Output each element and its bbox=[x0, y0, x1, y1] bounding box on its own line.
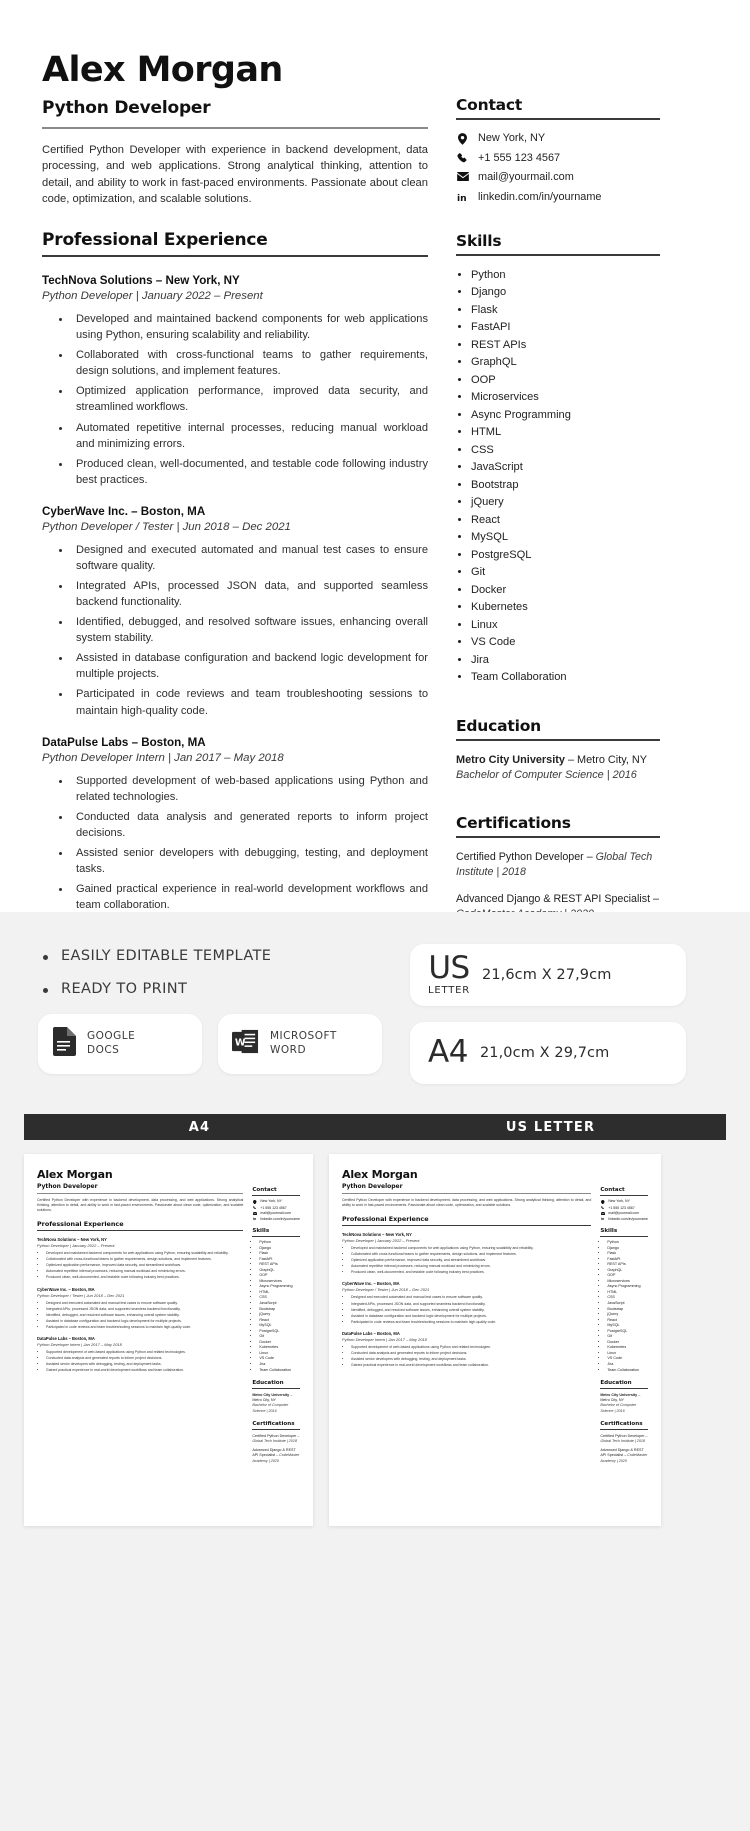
list-item: • Produced clean, well-documented, and testable code following industry best practices. bbox=[46, 1275, 243, 1280]
experience-company: TechNova Solutions – New York, NY bbox=[42, 274, 240, 288]
list-item: • VS Code bbox=[471, 634, 660, 652]
list-item: • Collaborated with cross-functional teams to gather requirements, design solutions, and implement features. bbox=[46, 1257, 243, 1262]
section-divider-skills bbox=[456, 254, 660, 256]
list-item: • Team Collaboration bbox=[471, 669, 660, 687]
preview-certification-name: Advanced Django & REST API Specialist – bbox=[252, 1448, 296, 1458]
list-item: • Microservices bbox=[607, 1279, 648, 1285]
preview-section-skills: Skills bbox=[600, 1228, 618, 1234]
list-item: • Kubernetes bbox=[471, 599, 660, 617]
page-title: Alex Morgan bbox=[42, 50, 283, 90]
list-item: • JavaScript bbox=[259, 1301, 300, 1307]
list-item: • Jira bbox=[259, 1362, 300, 1368]
preview-meta: Python Developer | January 2022 – Present bbox=[342, 1238, 420, 1244]
list-item: • Linux bbox=[471, 617, 660, 635]
list-item: • Git bbox=[607, 1334, 648, 1340]
size-card-a4[interactable] bbox=[410, 1022, 686, 1084]
format-card-label bbox=[270, 1030, 337, 1057]
preview-section-education: Education bbox=[252, 1380, 284, 1387]
list-item: • Conducted data analysis and generated reports to inform project decisions. bbox=[71, 809, 428, 841]
preview-contact-text: linkedin.com/in/yourname bbox=[260, 1216, 300, 1221]
list-item: • REST APIs bbox=[471, 337, 660, 355]
size-card-dimensions: 21,0cm X 29,7cm bbox=[479, 1045, 610, 1061]
list-item: • Assisted in database configuration and backend logic development for multiple projects. bbox=[351, 1314, 591, 1319]
preview-summary: Certified Python Developer with experience in backend development, data processing, and web applications. Strong analytical thinking, attention to detail, and ability to work in fast-paced environments. Passionate about clean code, optimization, and scalable solutions. bbox=[342, 1198, 592, 1208]
resume-sidebar-column bbox=[456, 52, 660, 912]
promo-features-column bbox=[24, 938, 392, 1100]
microsoft-word-icon bbox=[232, 1028, 259, 1060]
preview-contact-item bbox=[252, 1211, 300, 1215]
promo-section bbox=[0, 912, 750, 1831]
list-item: • MySQL bbox=[259, 1323, 300, 1329]
list-item: • Optimized application performance, improved data security, and streamlined workflows. bbox=[71, 383, 428, 415]
format-label-line2: DOCS bbox=[87, 1044, 120, 1056]
list-item: READY TO PRINT bbox=[38, 981, 392, 997]
preview-certification-issuer: CodeMaster Academy | 2020 bbox=[252, 1453, 300, 1463]
list-item: • MySQL bbox=[471, 529, 660, 547]
list-item: • Automated repetitive internal processes, reducing manual workload and minimizing errors. bbox=[46, 1269, 243, 1274]
contact-item-location bbox=[456, 132, 660, 146]
list-item: • HTML bbox=[471, 424, 660, 442]
contact-location-text: New York, NY bbox=[478, 132, 546, 144]
education-school: Metro City University bbox=[456, 753, 565, 766]
job-role-subtitle: Python Developer bbox=[42, 97, 211, 118]
list-item: • Participated in code reviews and team troubleshooting sessions to maintain high-quality code. bbox=[71, 686, 428, 718]
envelope-icon bbox=[600, 1211, 605, 1215]
preview-certification-name: Certified Python Developer – bbox=[252, 1433, 300, 1438]
list-item: • jQuery bbox=[259, 1312, 300, 1318]
list-item: • Linux bbox=[607, 1351, 648, 1357]
preview-certification-issuer: Global Tech Institute | 2018 bbox=[252, 1438, 298, 1443]
list-item: • Python bbox=[471, 267, 660, 285]
experience-bullets bbox=[42, 311, 428, 488]
preview-contact-item bbox=[600, 1199, 648, 1204]
list-item: • CSS bbox=[471, 442, 660, 460]
list-item: • Docker bbox=[607, 1340, 648, 1346]
preview-company: CyberWave Inc. – Boston, MA bbox=[342, 1281, 400, 1287]
list-item: • Integrated APIs, processed JSON data, and supported seamless backend functionality. bbox=[46, 1307, 243, 1312]
list-item: • Kubernetes bbox=[259, 1345, 300, 1351]
list-item: • PostgreSQL bbox=[471, 547, 660, 565]
list-item: • HTML bbox=[259, 1290, 300, 1296]
preview-bullets bbox=[342, 1295, 591, 1324]
preview-section-contact: Contact bbox=[600, 1187, 625, 1193]
list-item: • Conducted data analysis and generated reports to inform project decisions. bbox=[46, 1356, 243, 1361]
preview-divider bbox=[252, 1195, 300, 1196]
list-item: • Conducted data analysis and generated reports to inform project decisions. bbox=[351, 1351, 591, 1356]
size-card-us-letter[interactable] bbox=[410, 944, 686, 1006]
list-item: • Collaborated with cross-functional teams to gather requirements, design solutions, and implement features. bbox=[351, 1252, 591, 1257]
preview-divider bbox=[342, 1225, 591, 1226]
section-heading-experience: Professional Experience bbox=[42, 230, 268, 251]
section-heading-education: Education bbox=[456, 716, 541, 735]
experience-meta: Python Developer | January 2022 – Present bbox=[42, 290, 263, 303]
experience-entry bbox=[42, 505, 428, 719]
list-item: • React bbox=[607, 1318, 648, 1324]
certification-issuer: Global Tech Institute | 2018 bbox=[456, 850, 653, 879]
preview-certification-name: Certified Python Developer – bbox=[600, 1433, 648, 1438]
section-heading-skills: Skills bbox=[456, 231, 502, 250]
list-item: • OOP bbox=[607, 1273, 648, 1279]
location-pin-icon bbox=[600, 1199, 605, 1204]
location-pin-icon bbox=[456, 132, 469, 145]
preview-certification-entry bbox=[252, 1448, 300, 1464]
preview-divider bbox=[600, 1429, 648, 1430]
list-item: • Microservices bbox=[471, 389, 660, 407]
preview-contact-item bbox=[252, 1206, 300, 1210]
preview-education-school: Metro City University bbox=[252, 1393, 290, 1398]
preview-contact-text: mail@yourmail.com bbox=[260, 1211, 292, 1215]
list-item: • Async Programming bbox=[259, 1284, 300, 1290]
experience-entry bbox=[42, 736, 428, 914]
list-item: • Assisted senior developers with debugging, testing, and deployment tasks. bbox=[71, 845, 428, 877]
contact-email-text: mail@yourmail.com bbox=[478, 171, 574, 184]
resume-document bbox=[0, 0, 750, 912]
preview-education-location: – Metro City, NY bbox=[600, 1393, 641, 1403]
preview-certification-entry bbox=[600, 1448, 648, 1464]
preview-certification-entry bbox=[252, 1434, 300, 1444]
list-item: • Django bbox=[471, 284, 660, 302]
preview-bullets bbox=[342, 1246, 591, 1275]
preview-us-letter[interactable] bbox=[329, 1154, 661, 1526]
list-item: • Bootstrap bbox=[259, 1307, 300, 1313]
preview-section-certifications: Certifications bbox=[600, 1420, 643, 1427]
preview-divider bbox=[37, 1193, 243, 1194]
experience-company: CyberWave Inc. – Boston, MA bbox=[42, 504, 206, 518]
preview-divider bbox=[252, 1236, 300, 1237]
preview-certification-entry bbox=[600, 1434, 648, 1444]
list-item: • React bbox=[259, 1318, 300, 1324]
svg-text:in: in bbox=[456, 193, 467, 203]
preview-section-education: Education bbox=[600, 1380, 632, 1387]
list-item: • GraphQL bbox=[259, 1268, 300, 1274]
experience-meta: Python Developer Intern | Jan 2017 – May 2018 bbox=[42, 751, 284, 764]
list-item: • Optimized application performance, improved data security, and streamlined workflows. bbox=[46, 1263, 243, 1268]
list-item: • jQuery bbox=[471, 494, 660, 512]
list-item: • React bbox=[471, 512, 660, 530]
section-divider-certifications bbox=[456, 836, 660, 838]
location-pin-icon bbox=[252, 1199, 257, 1204]
list-item: • jQuery bbox=[607, 1312, 648, 1318]
preview-section-certifications: Certifications bbox=[252, 1420, 295, 1427]
list-item: • Integrated APIs, processed JSON data, and supported seamless backend functionality. bbox=[351, 1302, 591, 1307]
format-card-microsoft-word[interactable] bbox=[218, 1014, 382, 1074]
list-item: • Flask bbox=[471, 302, 660, 320]
list-item: • Jira bbox=[607, 1362, 648, 1368]
list-item: • Developed and maintained backend components for web applications using Python, ensuring scalability and reliability. bbox=[71, 311, 428, 343]
preview-company: CyberWave Inc. – Boston, MA bbox=[37, 1286, 95, 1292]
list-item: • JavaScript bbox=[607, 1301, 648, 1307]
preview-education-location: – Metro City, NY bbox=[252, 1393, 293, 1403]
list-item: • Identified, debugged, and resolved software issues, enhancing overall system stability. bbox=[351, 1308, 591, 1313]
list-item: • Team Collaboration bbox=[259, 1368, 300, 1374]
preview-meta: Python Developer Intern | Jan 2017 – May 2018 bbox=[37, 1341, 122, 1347]
preview-meta: Python Developer / Tester | Jun 2018 – Dec 2021 bbox=[37, 1292, 125, 1298]
list-item: • Developed and maintained backend components for web applications using Python, ensuring scalability and reliability. bbox=[46, 1251, 243, 1256]
list-item: • Produced clean, well-documented, and testable code following industry best practices. bbox=[71, 456, 428, 488]
preview-contact-text: +1 555 123 4567 bbox=[608, 1205, 635, 1210]
preview-a4[interactable] bbox=[24, 1154, 313, 1526]
list-item: • Optimized application performance, improved data security, and streamlined workflows. bbox=[351, 1258, 591, 1263]
list-item: • FastAPI bbox=[471, 319, 660, 337]
list-item: • Async Programming bbox=[471, 407, 660, 425]
preview-company: DataPulse Labs – Boston, MA bbox=[37, 1335, 95, 1341]
preview-bullets bbox=[37, 1251, 243, 1280]
list-item: • Automated repetitive internal processes, reducing manual workload and minimizing errors. bbox=[71, 420, 428, 452]
preview-contact-item bbox=[600, 1206, 648, 1210]
section-divider-experience bbox=[42, 255, 428, 257]
list-item: • Django bbox=[607, 1246, 648, 1252]
section-heading-contact: Contact bbox=[456, 96, 523, 114]
list-item: • Kubernetes bbox=[607, 1345, 648, 1351]
preview-bullets bbox=[342, 1345, 591, 1368]
list-item: • Identified, debugged, and resolved software issues, enhancing overall system stability. bbox=[46, 1313, 243, 1318]
preview-name: Alex Morgan bbox=[342, 1168, 418, 1181]
list-item: • Identified, debugged, and resolved software issues, enhancing overall system stability. bbox=[71, 614, 428, 646]
preview-role: Python Developer bbox=[37, 1183, 98, 1190]
preview-role: Python Developer bbox=[342, 1183, 403, 1190]
promo-sizes-column bbox=[410, 938, 720, 1100]
contact-phone-text: +1 555 123 4567 bbox=[478, 151, 561, 164]
preview-divider bbox=[600, 1195, 648, 1196]
list-item: • Python bbox=[607, 1240, 648, 1246]
preview-company: TechNova Solutions – New York, NY bbox=[37, 1237, 107, 1243]
preview-certification-issuer: CodeMaster Academy | 2020 bbox=[600, 1453, 648, 1463]
section-heading-certifications: Certifications bbox=[456, 813, 571, 832]
preview-name: Alex Morgan bbox=[37, 1168, 113, 1181]
list-item: • Collaborated with cross-functional teams to gather requirements, design solutions, and implement features. bbox=[71, 347, 428, 379]
list-item: • Automated repetitive internal processes, reducing manual workload and minimizing errors. bbox=[351, 1264, 591, 1269]
list-item: • Team Collaboration bbox=[607, 1368, 648, 1374]
preview-row bbox=[0, 1140, 750, 1526]
envelope-icon bbox=[252, 1211, 257, 1215]
list-item: • Flask bbox=[607, 1251, 648, 1257]
list-item: • Participated in code reviews and team troubleshooting sessions to maintain high-quality code. bbox=[351, 1320, 591, 1325]
education-entry bbox=[456, 753, 660, 784]
preview-divider bbox=[600, 1388, 648, 1389]
certification-name: Advanced Django & REST API Specialist – bbox=[456, 893, 659, 906]
contact-item-linkedin bbox=[456, 191, 660, 205]
list-item: • Django bbox=[259, 1246, 300, 1252]
list-item: • CSS bbox=[259, 1295, 300, 1301]
preview-education-entry bbox=[252, 1393, 300, 1414]
list-item: • Supported development of web-based applications using Python and related technologies. bbox=[71, 773, 428, 805]
list-item: • Git bbox=[471, 564, 660, 582]
preview-contact-item bbox=[252, 1217, 300, 1222]
preview-certification-name: Advanced Django & REST API Specialist – bbox=[600, 1448, 644, 1458]
google-docs-icon bbox=[52, 1027, 76, 1061]
promo-feature-list bbox=[38, 948, 392, 997]
preview-contact-text: New York, NY bbox=[608, 1199, 630, 1203]
list-item: • Gained practical experience in real-world development workflows and team collaboration. bbox=[351, 1363, 591, 1368]
size-card-title: US bbox=[428, 950, 470, 987]
preview-summary: Certified Python Developer with experience in backend development, data processing, and web applications. Strong analytical thinking, attention to detail, and ability to work in fast-paced environments. Passionate about clean code, optimization, and scalable solutions. bbox=[37, 1198, 244, 1213]
experience-company: DataPulse Labs – Boston, MA bbox=[42, 735, 206, 749]
list-item: • Flask bbox=[259, 1251, 300, 1257]
preview-divider bbox=[342, 1193, 591, 1194]
svg-text:in: in bbox=[600, 1217, 605, 1221]
format-label-line1: MICROSOFT bbox=[270, 1030, 337, 1043]
format-card-google-docs[interactable] bbox=[38, 1014, 202, 1074]
phone-icon bbox=[252, 1206, 257, 1210]
list-item: • Python bbox=[259, 1240, 300, 1246]
list-item: • Gained practical experience in real-world development workflows and team collaboration. bbox=[46, 1368, 243, 1373]
preview-contact-item bbox=[600, 1217, 648, 1222]
resume-main-column bbox=[42, 52, 428, 912]
list-item: • Gained practical experience in real-world development workflows and team collaboration. bbox=[71, 881, 428, 913]
format-card-label bbox=[87, 1030, 135, 1057]
envelope-icon bbox=[456, 171, 469, 181]
list-item: • VS Code bbox=[259, 1356, 300, 1362]
preview-company: TechNova Solutions – New York, NY bbox=[342, 1232, 412, 1238]
contact-item-email bbox=[456, 171, 660, 185]
preview-skills-list bbox=[252, 1240, 300, 1373]
phone-icon bbox=[456, 152, 469, 164]
preview-meta: Python Developer Intern | Jan 2017 – May 2018 bbox=[342, 1336, 427, 1342]
list-item: • Supported development of web-based applications using Python and related technologies. bbox=[351, 1345, 591, 1350]
preview-education-degree: Bachelor of Computer Science | 2016 bbox=[600, 1403, 637, 1413]
linkedin-icon bbox=[600, 1217, 605, 1222]
preview-section-contact: Contact bbox=[252, 1187, 277, 1193]
svg-text:in: in bbox=[252, 1217, 257, 1221]
list-item: • Jira bbox=[471, 652, 660, 670]
list-item: • FastAPI bbox=[607, 1257, 648, 1263]
experience-bullets bbox=[42, 542, 428, 719]
preview-contact-item bbox=[252, 1199, 300, 1204]
banner-label-us-letter: US LETTER bbox=[505, 1119, 596, 1135]
list-item: • Produced clean, well-documented, and testable code following industry best practices. bbox=[351, 1270, 591, 1275]
list-item: • PostgreSQL bbox=[259, 1329, 300, 1335]
certification-name: Certified Python Developer – bbox=[456, 850, 596, 863]
list-item: • Designed and executed automated and manual test cases to ensure software quality. bbox=[351, 1295, 591, 1300]
contact-item-phone bbox=[456, 152, 660, 166]
list-item: • Bootstrap bbox=[607, 1307, 648, 1313]
preview-skills-list bbox=[600, 1240, 648, 1373]
list-item: • MySQL bbox=[607, 1323, 648, 1329]
list-item: • REST APIs bbox=[259, 1262, 300, 1268]
list-item: • OOP bbox=[471, 372, 660, 390]
list-item: • Bootstrap bbox=[471, 477, 660, 495]
size-card-label-block bbox=[428, 950, 470, 996]
preview-company: DataPulse Labs – Boston, MA bbox=[342, 1330, 400, 1336]
preview-education-entry bbox=[600, 1393, 648, 1414]
list-item: • FastAPI bbox=[259, 1257, 300, 1263]
list-item: • Microservices bbox=[259, 1279, 300, 1285]
preview-divider bbox=[600, 1236, 648, 1237]
education-degree: Bachelor of Computer Science | 2016 bbox=[456, 769, 637, 782]
list-item: • Assisted senior developers with debugging, testing, and deployment tasks. bbox=[351, 1357, 591, 1362]
experience-entry bbox=[42, 274, 428, 488]
list-item: • REST APIs bbox=[607, 1262, 648, 1268]
list-item: • Designed and executed automated and manual test cases to ensure software quality. bbox=[71, 542, 428, 574]
contact-linkedin-text: linkedin.com/in/yourname bbox=[478, 190, 602, 203]
size-card-label-block bbox=[428, 1034, 468, 1071]
promo-top-row bbox=[0, 912, 750, 1100]
list-item: • Git bbox=[259, 1334, 300, 1340]
list-item: • VS Code bbox=[607, 1356, 648, 1362]
list-item: • HTML bbox=[607, 1290, 648, 1296]
preview-section-skills: Skills bbox=[252, 1228, 270, 1234]
preview-meta: Python Developer | January 2022 – Present bbox=[37, 1243, 115, 1249]
preview-contact-text: New York, NY bbox=[260, 1199, 282, 1203]
experience-bullets bbox=[42, 773, 428, 914]
preview-section-experience: Professional Experience bbox=[342, 1215, 429, 1224]
header-divider bbox=[42, 127, 428, 129]
linkedin-icon bbox=[252, 1217, 257, 1222]
preview-certification-issuer: Global Tech Institute | 2018 bbox=[600, 1438, 646, 1443]
profile-summary: Certified Python Developer with experience in backend development, data processing, and web applications. Strong analytical thinking, attention to detail, and ability to work in fast-paced environments. Passionate about clean code, optimization, and scalable solutions. bbox=[42, 143, 428, 206]
preview-bullets bbox=[37, 1301, 243, 1330]
skills-list bbox=[456, 267, 660, 687]
section-divider-education bbox=[456, 739, 660, 741]
preview-education-degree: Bachelor of Computer Science | 2016 bbox=[252, 1403, 289, 1413]
format-card-row bbox=[38, 1014, 392, 1074]
linkedin-icon bbox=[456, 191, 469, 203]
list-item: • Assisted senior developers with debugging, testing, and deployment tasks. bbox=[46, 1362, 243, 1367]
list-item: • GraphQL bbox=[471, 354, 660, 372]
preview-contact-text: mail@yourmail.com bbox=[608, 1211, 640, 1215]
preview-education-school: Metro City University bbox=[600, 1393, 638, 1398]
preview-contact-text: linkedin.com/in/yourname bbox=[608, 1216, 648, 1221]
list-item: • OOP bbox=[259, 1273, 300, 1279]
size-banner bbox=[24, 1114, 726, 1140]
preview-divider bbox=[37, 1230, 243, 1231]
list-item: • Developed and maintained backend components for web applications using Python, ensuring scalability and reliability. bbox=[351, 1246, 591, 1251]
list-item: • Linux bbox=[259, 1351, 300, 1357]
phone-icon bbox=[600, 1206, 605, 1210]
list-item: • Integrated APIs, processed JSON data, and supported seamless backend functionality. bbox=[71, 578, 428, 610]
list-item: EASILY EDITABLE TEMPLATE bbox=[38, 948, 392, 964]
contact-list bbox=[456, 132, 660, 205]
section-divider-contact bbox=[456, 118, 660, 120]
list-item: • Designed and executed automated and manual test cases to ensure software quality. bbox=[46, 1301, 243, 1306]
list-item: • PostgreSQL bbox=[607, 1329, 648, 1335]
svg-text:W: W bbox=[234, 1037, 246, 1049]
format-label-line1: GOOGLE bbox=[87, 1030, 136, 1043]
size-card-title: A4 bbox=[428, 1034, 468, 1071]
list-item: • Assisted in database configuration and backend logic development for multiple projects. bbox=[46, 1319, 243, 1324]
list-item: • Async Programming bbox=[607, 1284, 648, 1290]
preview-section-experience: Professional Experience bbox=[37, 1220, 124, 1229]
list-item: • JavaScript bbox=[471, 459, 660, 477]
list-item: • Docker bbox=[471, 582, 660, 600]
preview-bullets bbox=[37, 1350, 243, 1373]
list-item: • Docker bbox=[259, 1340, 300, 1346]
banner-label-a4: A4 bbox=[188, 1119, 211, 1135]
experience-meta: Python Developer / Tester | Jun 2018 – Dec 2021 bbox=[42, 520, 291, 533]
certification-entry bbox=[456, 850, 660, 880]
list-item: • Assisted in database configuration and backend logic development for multiple projects. bbox=[71, 650, 428, 682]
education-school-location: – Metro City, NY bbox=[564, 753, 648, 766]
list-item: • GraphQL bbox=[607, 1268, 648, 1274]
preview-contact-item bbox=[600, 1211, 648, 1215]
list-item: • Supported development of web-based applications using Python and related technologies. bbox=[46, 1350, 243, 1355]
format-label-line2: WORD bbox=[270, 1044, 307, 1056]
preview-contact-text: +1 555 123 4567 bbox=[260, 1205, 287, 1210]
preview-divider bbox=[252, 1429, 300, 1430]
size-card-subtitle: LETTER bbox=[428, 984, 470, 996]
preview-meta: Python Developer / Tester | Jun 2018 – Dec 2021 bbox=[342, 1287, 430, 1293]
list-item: • CSS bbox=[607, 1295, 648, 1301]
preview-divider bbox=[252, 1388, 300, 1389]
size-card-dimensions: 21,6cm X 27,9cm bbox=[482, 967, 612, 983]
list-item: • Participated in code reviews and team troubleshooting sessions to maintain high-quality code. bbox=[46, 1325, 243, 1330]
